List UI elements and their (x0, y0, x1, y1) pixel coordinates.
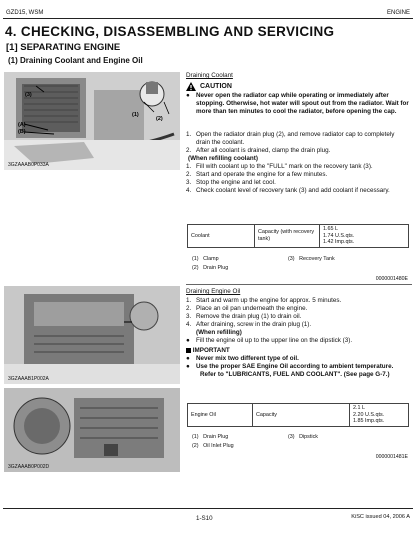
header-left: GZD15, WSM (6, 10, 44, 16)
page-number: 1-S10 (196, 515, 213, 522)
oil-capacity-table (187, 403, 409, 427)
oil-steps (186, 297, 410, 345)
coolant-legend-1: (1) Clamp (192, 256, 219, 262)
important-title-row (186, 347, 230, 354)
fig1-label-2: (2) (156, 116, 163, 122)
caution-title: CAUTION (200, 83, 232, 90)
important-item: ● Use the proper SAE Engine Oil according to ambient temperature. (186, 363, 394, 370)
caution-list (186, 92, 410, 116)
coolant-code: 0000001480E (375, 276, 408, 282)
footer-rule (3, 508, 413, 509)
radiator-illustration (4, 72, 180, 170)
important-item: ● Never mix two different type of oil. (186, 355, 299, 362)
subsection-heading: (1) Draining Coolant and Engine Oil (8, 56, 143, 65)
oil-code: 0000001481E (375, 454, 408, 460)
oil-legend-2: (2) Oil Inlet Plug (192, 443, 234, 449)
fig1-label-a: (A) (18, 122, 26, 128)
important-title: IMPORTANT (192, 347, 230, 354)
important-ref: Refer to "LUBRICANTS, FUEL AND COOLANT". (See page G-7.) (200, 371, 390, 378)
engine-illustration (4, 286, 180, 384)
fig2-code: 3GZAAAB1P002A (8, 376, 49, 382)
radiator-photo (4, 72, 180, 170)
coolant-table-values: 1.65 L 1.74 U.S.qts. 1.42 Imp.qts. (320, 225, 409, 248)
coolant-steps (186, 131, 410, 195)
oil-table-values: 2.1 L 2.20 U.S.qts. 1.85 Imp.qts. (350, 404, 409, 427)
coolant-table-item: Coolant (188, 225, 255, 248)
fig1-label-b: (B) (18, 129, 26, 135)
oil-heading: Draining Engine Oil (186, 288, 241, 295)
refill-step: 1. Fill with coolant up to the "FULL" mark on the recovery tank (3). (186, 163, 373, 170)
caution-block (186, 82, 410, 116)
oil-refill-item: ● Fill the engine oil up to the upper line on the dipstick (3). (186, 337, 353, 344)
oil-table-item: Engine Oil (188, 404, 253, 427)
oil-step: 4. After draining, screw in the drain plug (1). (186, 321, 312, 328)
oil-refill-heading: (When refilling) (196, 329, 242, 336)
fig3-code: 3GZAAAB0P002D (8, 464, 50, 470)
coolant-legend-2: (2) Drain Plug (192, 265, 229, 271)
issue-info: KiSC issued 04, 2006 A (351, 514, 410, 520)
coolant-table-label: Capacity (with recovery tank) (255, 225, 320, 248)
header-right: ENGINE (386, 10, 410, 16)
drain-plug-illustration (4, 388, 180, 472)
caution-item: ● Never open the radiator cap while operating or immediately after stopping. Otherwise, hot water will spout out from the radiator. Wait for more than ten minutes to cool the radiator, before opening the cap. (186, 92, 409, 115)
drain-plug-photo (4, 388, 180, 472)
page-title: 4. CHECKING, DISASSEMBLING AND SERVICING (5, 24, 335, 39)
divider (186, 284, 412, 285)
oil-step: 3. Remove the drain plug (1) to drain oil. (186, 313, 302, 320)
important-list (186, 355, 410, 379)
fig1-code: 3GZAAAB0P033A (8, 162, 49, 168)
refill-step: 4. Check coolant level of recovery tank (3) and add coolant if necessary. (186, 187, 390, 194)
oil-legend-1: (1) Drain Plug (192, 434, 229, 440)
important-icon (186, 348, 191, 353)
oil-legend-3: (3) Dipstick (288, 434, 318, 440)
coolant-refill-heading: (When refilling coolant) (188, 155, 258, 162)
refill-step: 2. Start and operate the engine for a few minutes. (186, 171, 328, 178)
section-heading: [1] SEPARATING ENGINE (6, 42, 121, 53)
refill-step: 3. Stop the engine and let cool. (186, 179, 276, 186)
coolant-step: 1. Open the radiator drain plug (2), and remove radiator cap to completely drain the coolant. (186, 131, 395, 146)
coolant-legend-3: (3) Recovery Tank (288, 256, 335, 262)
fig1-label-3: (3) (25, 92, 32, 98)
header-rule (3, 18, 413, 19)
oil-table-label: Capacity (253, 404, 350, 427)
oil-step: 1. Start and warm up the engine for approx. 5 minutes. (186, 297, 342, 304)
coolant-capacity-table (187, 224, 409, 248)
coolant-step: 2. After all coolant is drained, clamp the drain plug. (186, 147, 331, 154)
caution-icon (186, 82, 196, 91)
fig1-label-1: (1) (132, 112, 139, 118)
coolant-heading: Draining Coolant (186, 72, 233, 79)
engine-oil-photo (4, 286, 180, 384)
oil-step: 2. Place an oil pan underneath the engine. (186, 305, 308, 312)
caution-text: Never open the radiator cap while operating or immediately after stopping. Otherwise, hot water will spout out from the radiator. Wait for more than ten minutes to cool the radiator, before opening the cap. (196, 92, 409, 115)
